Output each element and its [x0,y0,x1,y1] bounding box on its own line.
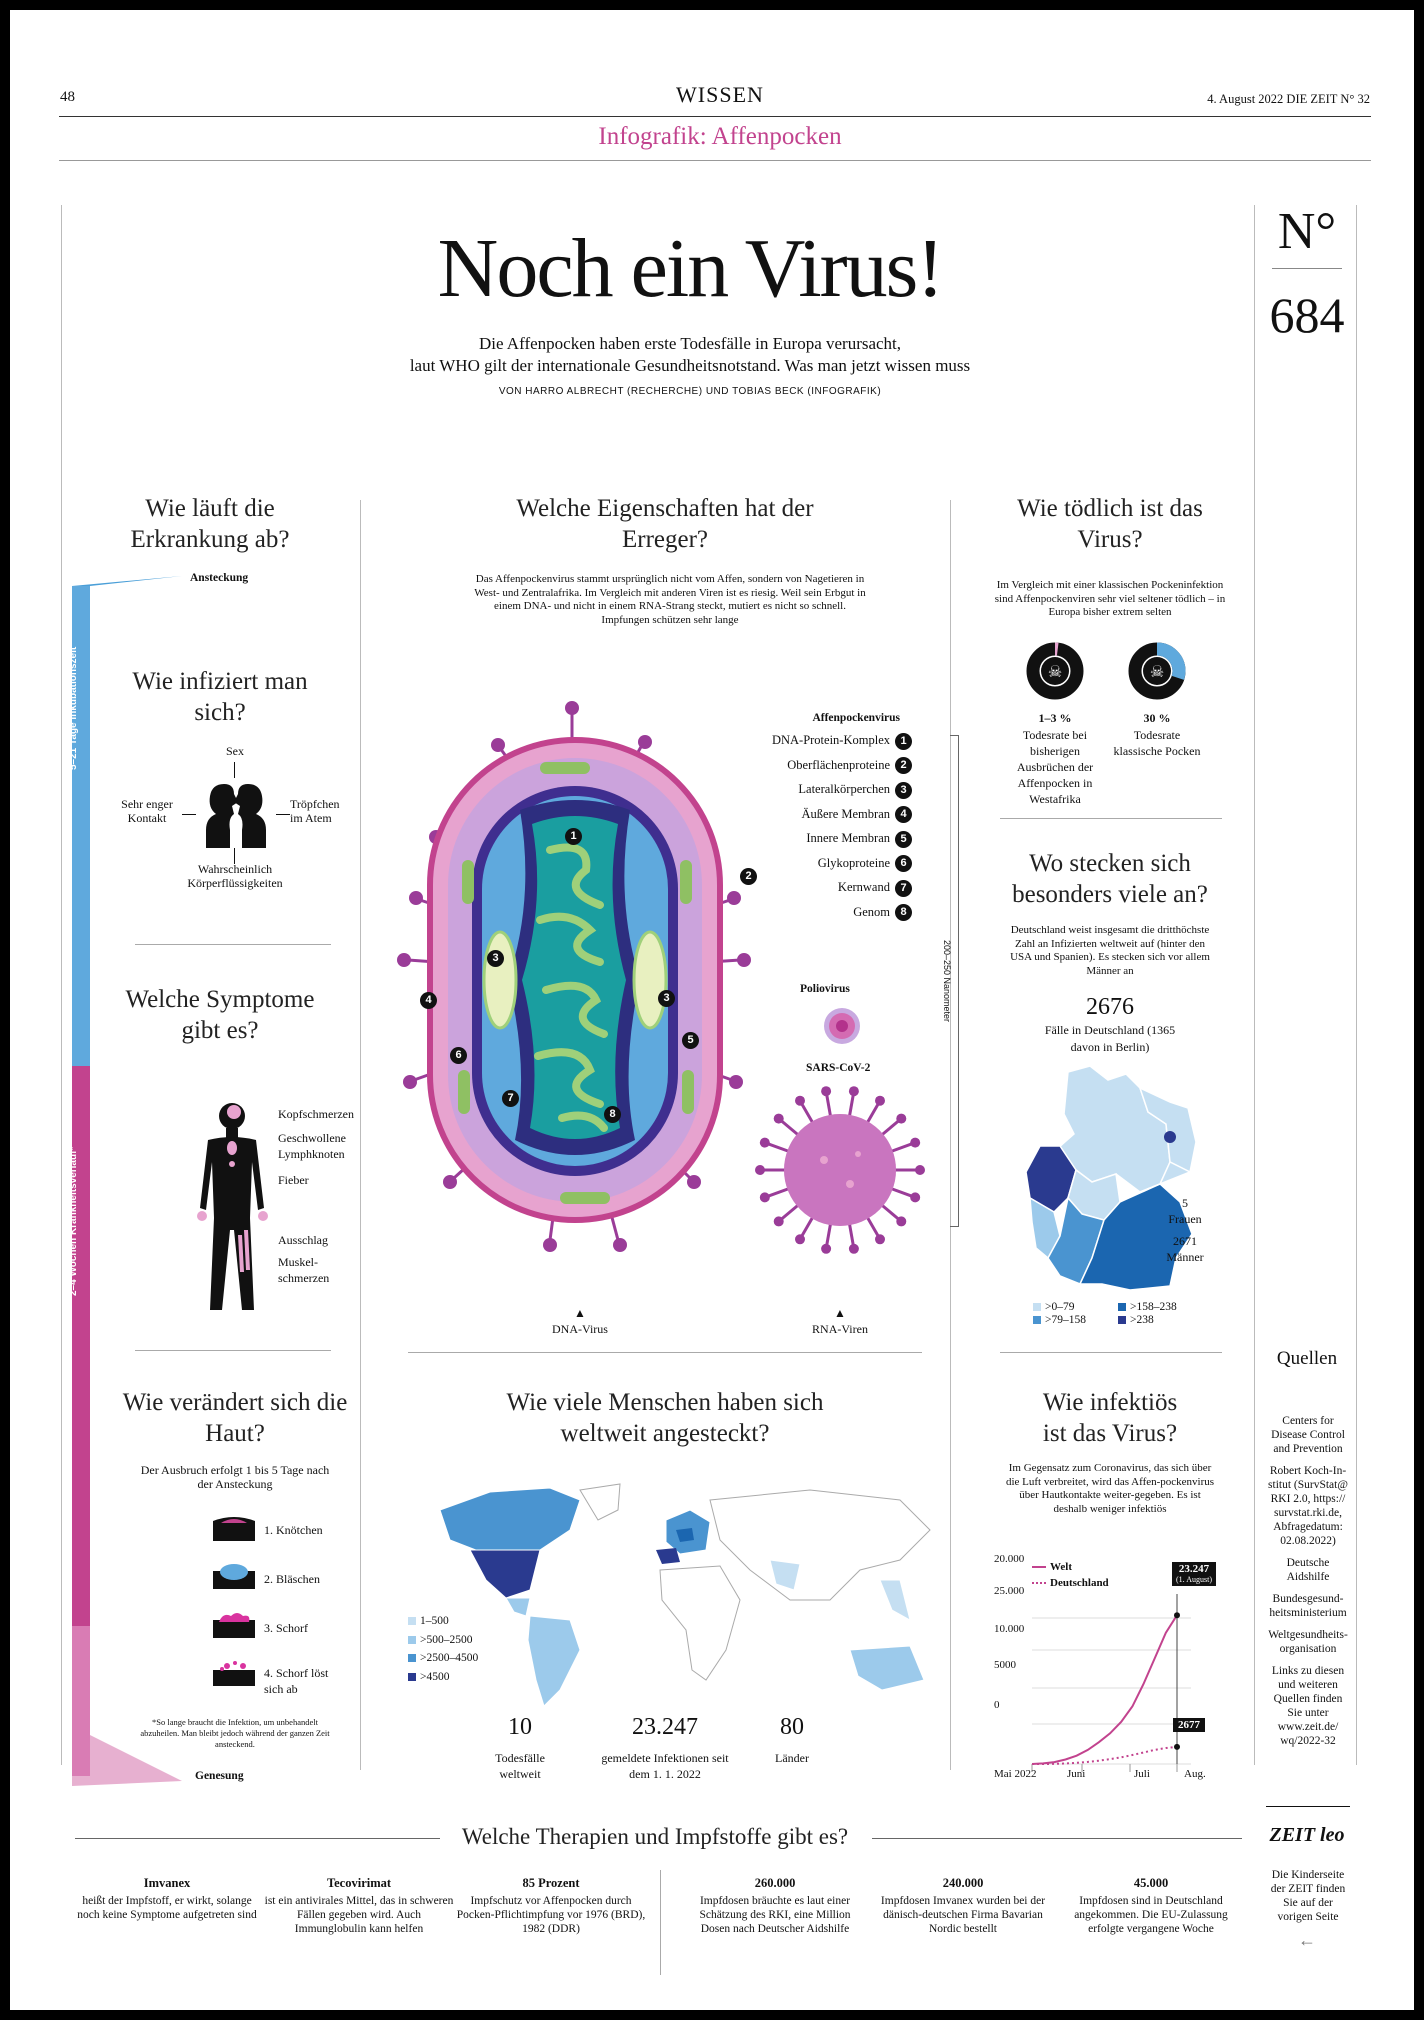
endpoint-welt [1174,1612,1180,1618]
polio-label: Poliovirus [800,983,850,995]
dna-virus-label: ▲ DNA-Virus [552,1306,608,1336]
rate-2: 30 % [1143,711,1171,725]
pathogen-intro: Das Affenpockenvirus stammt ursprünglich nicht vom Affen, sondern von Nagetieren in West- und Zentralafrika. Im Vergleich mit anderen Viren ist es riesig. Weil sein Erbgut in einem DNA- und nicht in einem RNA-Strang steckt, mutiert es nicht so schnell. Impfungen schützen sehr lange [474,573,866,626]
skin-stage-1: 1. Knötchen [264,1523,323,1537]
date-issue: 4. August 2022 DIE ZEIT N° 32 [1207,92,1370,106]
x-label-mai: Mai 2022 [994,1768,1037,1780]
spike-tip [875,1096,885,1106]
world-deaths: 10 [508,1714,532,1740]
zeit-leo-text: Die Kinderseite der ZEIT finden Sie auf der vorigen Seite [1270,1869,1346,1923]
y-tick-label: 10.000 [994,1623,1025,1635]
spike-tip [821,1086,831,1096]
skin-stage-1-icon [213,1515,255,1541]
germany-legend-1: >0–79 [1033,1300,1075,1314]
kiss-silhouette-icon [198,780,274,848]
marker-4: 4 [420,992,437,1009]
spike-tip [760,1192,770,1202]
marker-1: 1 [565,828,582,845]
poliovirus-icon [822,1006,862,1046]
spike-tip [795,1096,805,1106]
skin-stage-2-icon [213,1563,255,1589]
germany-legend-2: >79–158 [1033,1313,1086,1327]
marker-3b: 3 [658,990,675,1007]
skull-icon: ☠ [1149,662,1165,681]
skull-icon: ☠ [1047,662,1063,681]
spike-tip [795,1234,805,1244]
spike-tip [774,1114,784,1124]
page: 48 WISSEN 4. August 2022 DIE ZEIT N° 32 Infografik: Affenpocken N° 684 Noch ein Virus! Die Affenpocken haben erste Todesfälle in Europa verursacht, laut WHO gilt der internationale Gesundheitsnotstand. Was man jetzt wissen muss VON HARRO ALBRECHT (RECHERCHE) UND TOBIAS BECK (INFOGRAFIK) Wie läuft die Erkrankung ab? Ansteckung 5–21 Tage Inkubationszeit 2–4 Wochen Krankheitsverlauf* Genesung Wie infiziert man sich? Sex Sehr enger Kontakt Tröpfchen im Atem Wahrscheinlich Körperflüssigkeiten Welche Symptome gibt es? Kopfschmerzen Geschwollene Lymphknoten Fieber Ausschlag Muskel-schmerzen Wie verändert sich die Haut? Der Ausbruch erfolgt 1 bis 5 Tage nach der Ansteckung 1. Knötchen 2. Bläschen 3. Schorf 4. Schorf löst sich ab *So lange braucht die Infektion, um unbehandelt abzuheilen. Man bleibt jedoch während der ganzen Zeit ansteckend. Welche Eigenschaften hat der Erreger? Das Affenpockenvirus stammt ursprünglich nicht vom Affen, sondern von Nagetieren in West- und Zentralafrika. Im Vergleich mit anderen Viren ist es riesig. Weil sein Erbgut in einem DNA- und nicht in einem RNA-Strang steckt, mutiert es nicht so schnell. Impfungen schützen sehr lange 1 2 3 3 4 5 6 7 8 Affenpockenvirus DNA-Protein-Komplex 1 Oberflächenproteine 2 Lateralkörperchen 3 Äußere Membran 4 Innere Membran 5 Glykoproteine 6 Kernwand 7 Genom 8 200–250 Nanometer Poliovirus SARS-CoV-2 ▲ DNA-Virus ▲ RNA-Viren Wie tödlich ist das Virus? Im Vergleich mit einer klassischen Pockeninfektion sind Affenpockenviren sehr viel seltener tödlich – in Europa bisher extrem selten ☠ ☠ 1–3 % Todesrate bei bisherigen Ausbrüchen der Affenpocken in Westafrika 30 % Todesrate klassische Pocken Wo stecken sich besonders viele an? Deutschland weist insgesamt die dritthöchste Zahl an Infizierten weltweit auf (hinter den USA und Spanien). Es stecken sich vor allem Männer an 2676 Fälle in Deutschland (1365 davon in Berlin) 5 Frauen 2671 Männer >0–79 >79–158 >158–238 >238 Wie viele Menschen haben sich weltweit angesteckt? 1–500 >500–2500 >2500–4500 >4500 10 Todesfälle weltweit 23.247 gemeldete Infektionen seit dem 1. 1. 2022 80 Länder Wie infektiös ist das Virus? Im Gegensatz zum Coronavirus, das sich über die Luft verbreitet, wird das Affen-pockenvirus über Hautkontakte weiter-gegeben. Es ist deshalb weniger infektiös Welt Deutschland 23.247 (1. August) 2677 20.000 25.000 10.000 5000 0 Mai 2022 Juni Juli Aug. Quellen Centers for Disease Control and Prevention Robert Koch-In-stitut (SurvStat@ RKI 2.0, https:// survstat.rki.de, Abfragedatum: 02.08.2022) Deutsche Aidshilfe Bundesgesund-heitsministerium Weltgesundheits-organisation Links zu diesen und weiteren Quellen finden Sie unter www.zeit.de/ wq/2022-32 ZEIT leo Die Kinderseite der ZEIT finden Sie auf der vorigen Seite ← Welche Therapien und Impfstoffe gibt es? Imvanex heißt der Impfstoff, er wirkt, solange noch keine Symptome aufgetreten sind Tecovirimat ist ein antivirales Mittel, das in schweren Fällen gegeben wird. Auch Immunglobulin kann helfen 85 Prozent Impfschutz vor Affenpocken durch Pocken-Pflichtimpfung vor 1976 (BRD), 1982 (DDR) 260.000 Impfdosen bräuchte es laut einer Schätzung des RKI, eine Million Dosen nach Deutscher Aidshilfe 240.000 Impfdosen Imvanex wurden bei der dänisch-deutschen Firma Bavarian Nordic bestellt 45.000 Impfdosen sind in Deutschland angekommen. Die EU-Zulassung erfolgte vergangene Woche [10,10,1414,2010]
rate-1-desc: Todesrate bei bisherigen Ausbrüchen der Affenpocken in Westafrika [1016,728,1094,806]
page-number: 48 [60,89,75,105]
symptom-lymph: Geschwollene Lymphknoten [278,1131,346,1161]
arrow-left-icon: ← [1298,1930,1316,1950]
skin-stage-3-icon [213,1612,255,1638]
pathogen-title: Welche Eigenschaften hat der Erreger? [516,495,814,553]
zeit-leo-logo: ZEIT leo [1269,1824,1345,1846]
headline: Noch ein Virus! [437,222,943,315]
marker-5: 5 [682,1032,699,1049]
germany-intro: Deutschland weist insgesamt die dritthöchste Zahl an Infizierten weltweit auf (hinter den USA und Spanien). Es stecken sich vor allem Männer an [1010,924,1210,977]
men-label: Männer [1166,1250,1204,1264]
germany-legend-3: >158–238 [1118,1300,1177,1314]
infection-title: Wie infiziert man sich? [132,668,308,726]
y-tick-label: 0 [994,1699,1000,1711]
marker-6: 6 [450,1047,467,1064]
women-label: Frauen [1168,1212,1202,1226]
infectious-intro: Im Gegensatz zum Coronavirus, das sich über die Luft verbreitet, wird das Affen-pockenvirus über Hautkontakte weiter-gegeben. Es ist deshalb weniger infektiös [1005,1462,1215,1515]
section-title: WISSEN [676,82,764,107]
germany-legend-4: >238 [1118,1313,1154,1327]
women-count: 5 [1182,1196,1188,1210]
men-count: 2671 [1173,1234,1197,1248]
lethality-title: Wie tödlich ist das Virus? [1017,495,1203,553]
infection-left: Sehr enger Kontakt [121,797,173,825]
infectious-title: Wie infektiös ist das Virus? [1042,1389,1178,1447]
world-title: Wie viele Menschen haben sich weltweit angesteckt? [506,1389,824,1447]
course-end: Genesung [195,1770,244,1782]
world-infections: 23.247 [632,1714,698,1740]
spike-tip [896,1114,906,1124]
infection-right: Tröpfchen im Atem [290,797,340,825]
deck-line-1: Die Affenpocken haben erste Todesfälle in Europa verursacht, [478,334,902,353]
skin-footnote: *So lange braucht die Infektion, um unbehandelt abzuheilen. Man bleibt jedoch während der ganzen Zeit ansteckend. [140,1717,330,1749]
annotation-welt: 23.247 (1. August) [1172,1562,1216,1586]
course-title: Wie läuft die Erkrankung ab? [130,495,290,553]
byline: VON HARRO ALBRECHT (RECHERCHE) UND TOBIAS BECK (INFOGRAFIK) [498,386,882,397]
virus-legend: DNA-Protein-Komplex 1 Oberflächenproteine 2 Lateralkörperchen 3 Äußere Membran 4 Innere Membran 5 Glykoproteine 6 Kernwand 7 Genom 8 [700,732,912,928]
y-tick-label: 20.000 [994,1553,1025,1565]
x-label-aug: Aug. [1184,1768,1206,1780]
skin-title: Wie verändert sich die Haut? [122,1389,348,1447]
symptom-fever: Fieber [278,1173,309,1187]
skin-stage-2: 2. Bläschen [264,1572,320,1586]
body-silhouette-icon [180,1100,290,1330]
spike-tip [774,1216,784,1226]
sars-label: SARS-CoV-2 [806,1062,871,1074]
sars-cov-2-icon [750,1080,930,1260]
y-tick-label: 25.000 [994,1585,1025,1597]
size-label: 200–250 Nanometer [942,940,952,1023]
incubation-label: 5–21 Tage Inkubationszeit [68,646,79,770]
spike-tip [875,1234,885,1244]
illness-label: 2–4 Wochen Krankheitsverlauf* [68,1146,79,1296]
marker-7: 7 [502,1090,519,1107]
skin-stage-3: 3. Schorf [264,1621,308,1635]
marker-8: 8 [604,1106,621,1123]
deck-line-2: laut WHO gilt der internationale Gesundheitsnotstand. Was man jetzt wissen muss [409,356,971,375]
spike-tip [896,1216,906,1226]
lethality-intro: Im Vergleich mit einer klassischen Pockeninfektion sind Affenpockenviren sehr viel seltener tödlich – in Europa bisher extrem selten [994,579,1226,618]
symptoms-title: Welche Symptome gibt es? [125,986,315,1044]
sources-title: Quellen [1276,1348,1338,1369]
annotation-de: 2677 [1173,1718,1205,1732]
germany-title: Wo stecken sich besonders viele an? [1012,850,1208,908]
germany-cases-label: Fälle in Deutschland (1365 davon in Berlin) [1044,1023,1176,1054]
sources-list: Centers for Disease Control and Prevention Robert Koch-In-stitut (SurvStat@ RKI 2.0, https:// survstat.rki.de, Abfragedatum: 02.08.2022) Deutsche Aidshilfe Bundesgesund-heitsministerium Weltgesundheits-organisation Links zu diesen und weiteren Quellen finden Sie unter www.zeit.de/ wq/2022-32 [1268,1415,1348,1747]
rate-2-desc: Todesrate klassische Pocken [1113,728,1201,758]
x-label-juni: Juni [1067,1768,1086,1780]
spike-tip [910,1138,920,1148]
legend-de: Deutschland [1032,1577,1109,1589]
germany-cases: 2676 [1086,994,1134,1020]
lethality-donut-1 [1026,642,1084,700]
world-infections-label: gemeldete Infektionen seit dem 1. 1. 2022 [601,1751,729,1781]
world-deaths-label: Todesfälle weltweit [495,1751,545,1781]
spike-tip [910,1192,920,1202]
course-timeline [72,576,192,1786]
legend-welt: Welt [1032,1561,1072,1573]
series-welt-line [1032,1615,1177,1764]
virus-legend-title: Affenpockenvirus [812,712,900,724]
infection-bottom: Wahrscheinlich Körperflüssigkeiten [187,862,283,890]
spike-tip [821,1244,831,1254]
skin-intro: Der Ausbruch erfolgt 1 bis 5 Tage nach der Ansteckung [140,1463,330,1491]
spike-tip [915,1165,925,1175]
lethality-donut-2 [1128,642,1186,700]
symptom-headache: Kopfschmerzen [278,1107,354,1121]
marker-3a: 3 [487,950,504,967]
spike-tip [849,1244,859,1254]
symptom-muscle: Muskel-schmerzen [278,1255,330,1285]
symptom-rash: Ausschlag [278,1233,328,1247]
spike-tip [849,1086,859,1096]
world-countries-label: Länder [775,1751,809,1765]
infection-top: Sex [226,744,244,758]
issue-number: 684 [1269,287,1345,343]
world-countries: 80 [780,1714,804,1740]
rna-virus-label: ▲ RNA-Viren [812,1306,868,1336]
therapy-title: Welche Therapien und Impfstoffe gibt es? [461,1824,849,1849]
endpoint-de [1174,1744,1180,1750]
spike-tip [755,1165,765,1175]
subsection-title: Infografik: Affenpocken [598,123,842,150]
skin-stage-4: 4. Schorf löst sich ab [264,1666,329,1696]
issue-label: N° [1277,203,1337,260]
spike-tip [760,1138,770,1148]
x-label-juli: Juli [1134,1768,1150,1780]
rate-1: 1–3 % [1038,711,1072,725]
skin-stage-4-icon [213,1660,255,1686]
marker-2: 2 [740,868,757,885]
world-map [430,1480,960,1720]
y-tick-label: 5000 [994,1659,1016,1671]
world-legend: 1–500 >500–2500 >2500–4500 >4500 [408,1612,478,1686]
course-start: Ansteckung [190,572,249,584]
